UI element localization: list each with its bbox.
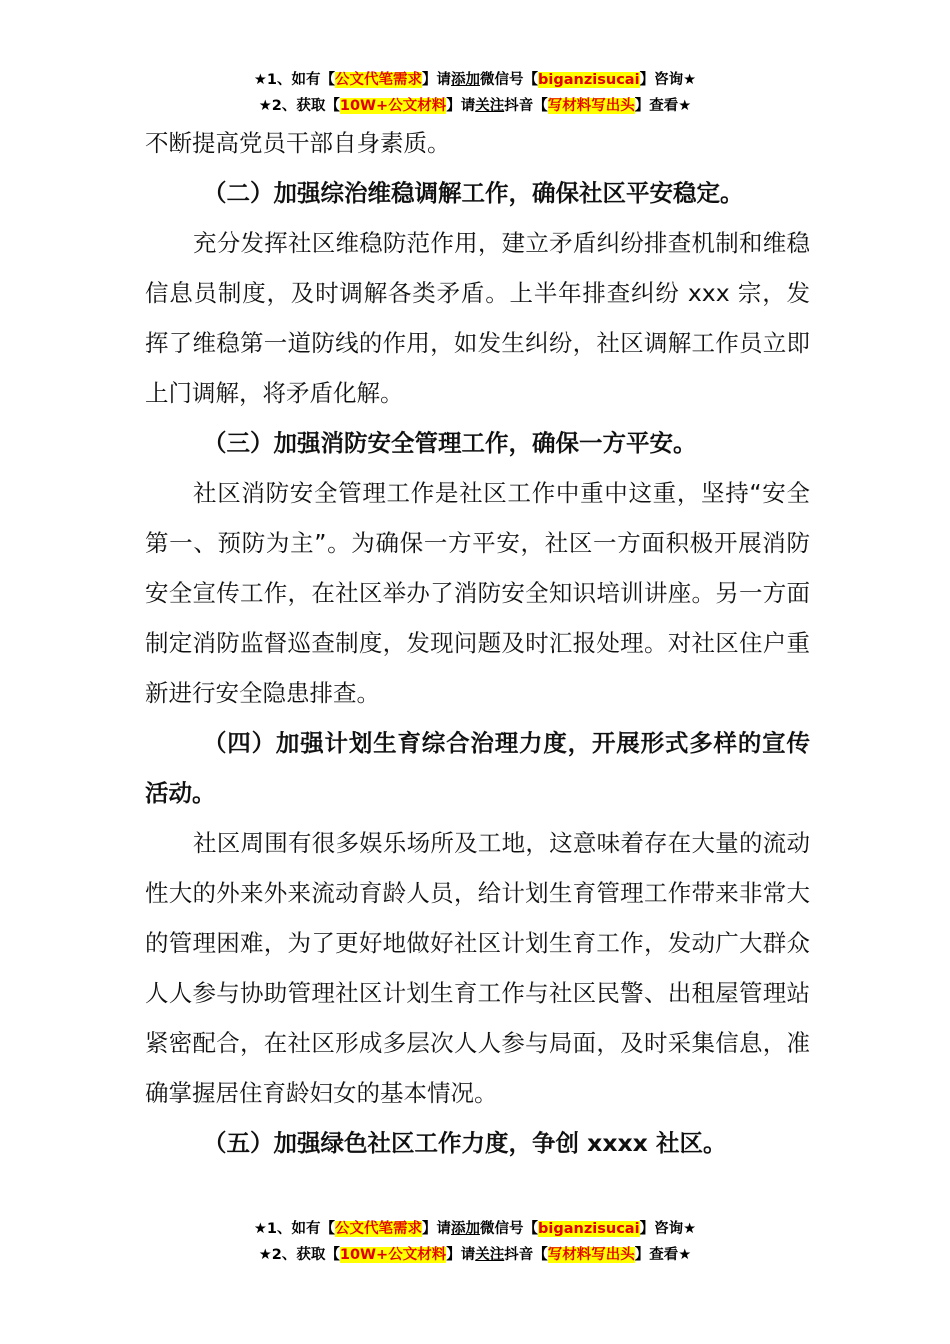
banner-line-1 — [0, 67, 950, 93]
banner-highlight: 写材料写出头 — [547, 98, 635, 114]
banner-highlight: 写材料写出头 — [547, 1247, 635, 1263]
banner-line-2 — [0, 93, 950, 119]
paragraph-3: 社区消防安全管理工作是社区工作中重中这重，坚持“安全第一、预防为主”。为确保一方平安，社区一方面积极开展消防安全宣传工作，在社区举办了消防安全知识培训讲座。另一方面制定消防监督巡查制度，发现问题及时汇报处理。对社区住户重新进行安全隐患排查。 — [145, 479, 810, 707]
banner-highlight: 10W+公文材料 — [339, 98, 447, 114]
banner-text: 】咨询★ — [639, 72, 697, 88]
banner-highlight: biganzisucai — [538, 72, 640, 88]
banner-text: 】请 — [446, 1247, 476, 1263]
banner-text: 】请 — [422, 1221, 452, 1237]
paragraph-4: 社区周围有很多娱乐场所及工地，这意味着存在大量的流动性大的外来外来流动育龄人员，给计划生育管理工作带来非常大的管理困难，为了更好地做好社区计划生育工作，发动广大群众人人参与协助管理社区计划生育工作与社区民警、出租屋管理站紧密配合，在社区形成多层次人人参与局面，及时采集信息，准确掌握居住育龄妇女的基本情况。 — [145, 829, 810, 1107]
section-heading-5: （五）加强绿色社区工作力度，争创 xxxx 社区。 — [203, 1129, 727, 1157]
banner-underlined-text: 添加 — [451, 72, 481, 88]
banner-text: 抖音【 — [504, 98, 548, 114]
paragraph-continuation: 不断提高党员干部自身素质。 — [145, 129, 451, 157]
banner-underlined-text: 关注 — [475, 98, 505, 114]
document-body — [145, 118, 810, 1168]
header-banner — [0, 67, 950, 119]
banner-text: ★2、获取【 — [258, 1247, 340, 1263]
banner-text: 】咨询★ — [639, 1221, 697, 1237]
banner-highlight: 公文代笔需求 — [335, 1221, 423, 1237]
banner-text: 】请 — [446, 98, 476, 114]
section-heading-2: （二）加强综治维稳调解工作，确保社区平安稳定。 — [203, 179, 744, 207]
banner-text: 抖音【 — [504, 1247, 548, 1263]
banner-text: 】查看★ — [634, 98, 692, 114]
banner-highlight: 10W+公文材料 — [339, 1247, 447, 1263]
banner-text: 】请 — [422, 72, 452, 88]
banner-text: 微信号【 — [480, 72, 539, 88]
banner-text: ★2、获取【 — [258, 98, 340, 114]
section-heading-3: （三）加强消防安全管理工作，确保一方平安。 — [203, 429, 697, 457]
banner-highlight: biganzisucai — [538, 1221, 640, 1237]
banner-text: ★1、如有【 — [253, 72, 336, 88]
banner-text: 微信号【 — [480, 1221, 539, 1237]
footer-line-1 — [0, 1216, 950, 1242]
banner-underlined-text: 添加 — [451, 1221, 481, 1237]
footer-banner — [0, 1216, 950, 1268]
banner-text: ★1、如有【 — [253, 1221, 336, 1237]
banner-highlight: 公文代笔需求 — [335, 72, 423, 88]
banner-text: 】查看★ — [634, 1247, 692, 1263]
banner-underlined-text: 关注 — [475, 1247, 505, 1263]
section-heading-4: （四）加强计划生育综合治理力度，开展形式多样的宣传活动。 — [145, 729, 810, 807]
paragraph-2: 充分发挥社区维稳防范作用，建立矛盾纠纷排查机制和维稳信息员制度，及时调解各类矛盾。上半年排查纠纷 xxx 宗，发挥了维稳第一道防线的作用，如发生纠纷，社区调解工作员立即上门调解，将矛盾化解。 — [145, 229, 810, 407]
footer-line-2 — [0, 1242, 950, 1268]
